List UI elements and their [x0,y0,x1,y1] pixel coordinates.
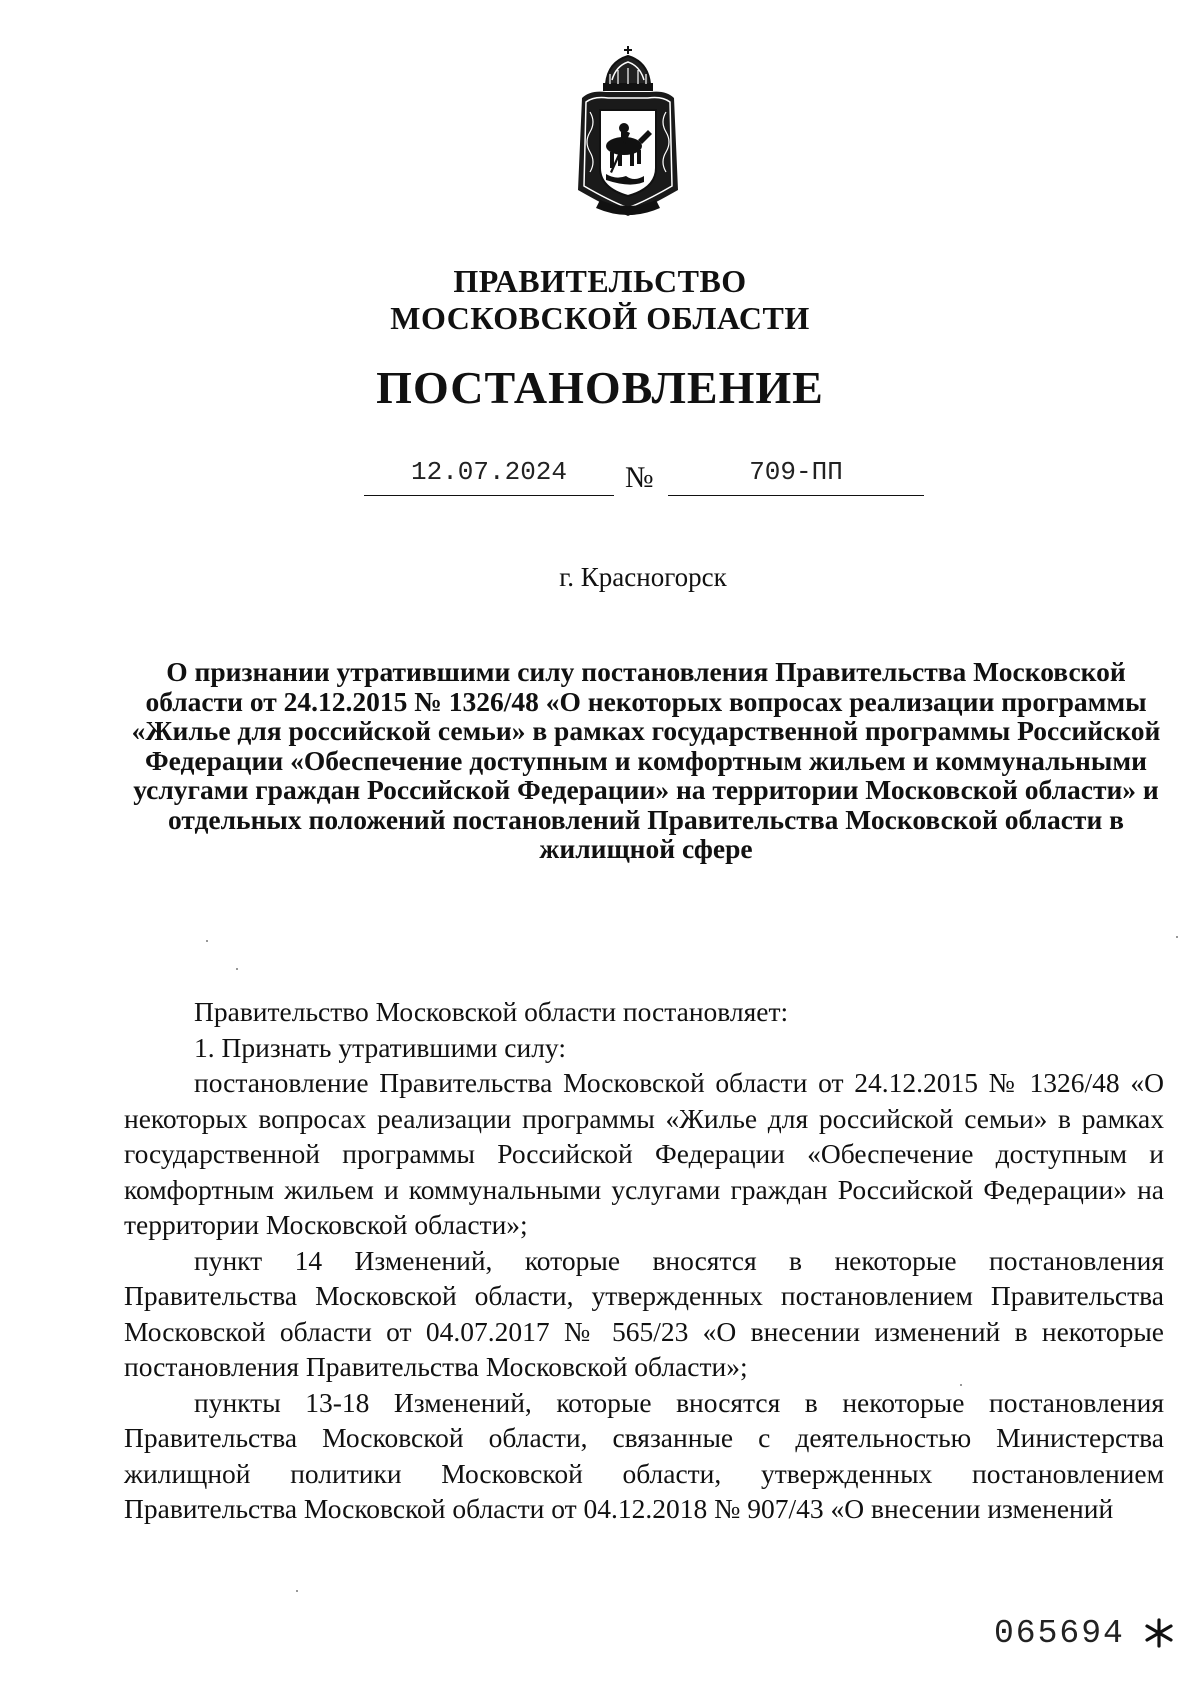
body-paragraph: пункты 13-18 Изменений, которые вносятся в некоторые постановления Правительства Московской области, связанные с деятельностью Министерства жилищной политики Московской области, утвержденных постановлением Правительства Московской области от 04.12.2018 № 907/43 «О внесении изменений [124,1386,1164,1524]
document-number: 709-ПП [668,455,924,496]
org-name-line2: МОСКОВСКОЙ ОБЛАСТИ [390,300,810,336]
scan-speck [296,1590,298,1592]
form-serial-number: 065694 [994,1615,1125,1652]
body-paragraph: Правительство Московской области постановляет: [194,996,789,1027]
body-paragraph: 1. Признать утратившими силу: [194,1031,566,1063]
scan-speck [1176,936,1178,938]
body-paragraph: постановление Правительства Московской области от 24.12.2015 № 1326/48 «О некоторых вопросах реализации программы «Жилье для российской семьи» в рамках государственной программы Российской Федерации «Обеспечение доступным и комфортным жильем и коммунальными услугами граждан Российской Федерации» на территории Московской области»; [124,1067,1164,1240]
document-title: О признании утратившими силу постановления Правительства Московской области от 24.12.2015 № 1326/48 «О некоторых вопросах реализации программы «Жилье для российской семьи» в рамках государственной программы Российской Федерации «Обеспечение доступным и комфортным жильем и коммунальными услугами граждан Российской Федерации» на территории Московской области» и отдельных положений постановлений Правительства Московской области в жилищной сфере [131,656,1161,864]
coat-of-arms-icon [560,40,696,220]
scan-speck [236,968,238,970]
document-city: г. Красногорск [559,562,727,592]
document-body [124,994,1164,1527]
scan-speck [206,940,208,942]
body-paragraph: пункт 14 Изменений, которые вносятся в некоторые постановления Правительства Московской области, утвержденных постановлением Правительства Московской области от 04.07.2017 № 565/23 «О внесении изменений в некоторые постановления Правительства Московской области»; [124,1244,1164,1382]
org-name-line1: ПРАВИТЕЛЬСТВО [453,263,747,299]
document-date: 12.07.2024 [364,455,614,496]
asterisk-icon [1143,1617,1175,1649]
number-sign: № [625,461,654,494]
document-type: ПОСТАНОВЛЕНИЕ [376,362,824,413]
